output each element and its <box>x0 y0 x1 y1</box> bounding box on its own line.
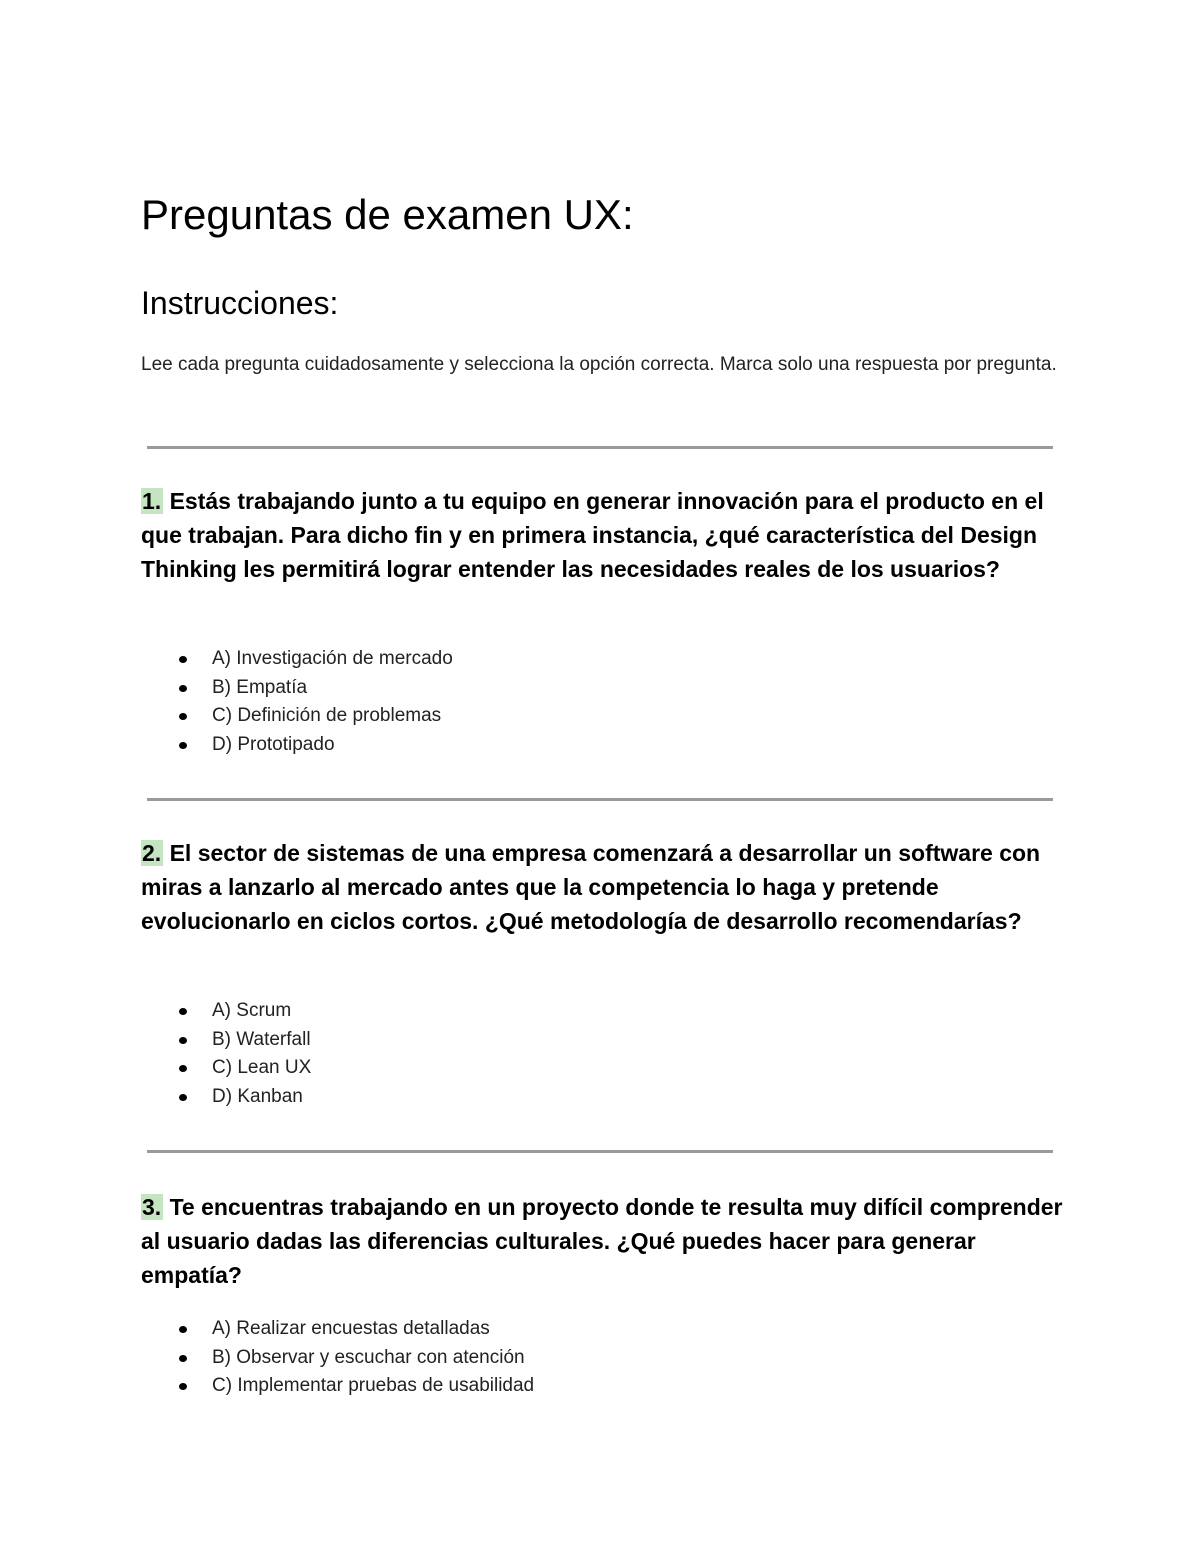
question-number-highlight: 3. <box>142 1194 162 1220</box>
answer-option[interactable] <box>141 1315 534 1344</box>
option-label: B) Observar y escuchar con atención <box>212 1346 525 1368</box>
option-label: B) Empatía <box>212 676 308 698</box>
answer-option[interactable] <box>141 1344 534 1373</box>
bullet-icon <box>179 1094 187 1101</box>
answer-option[interactable] <box>141 731 453 760</box>
bullet-icon <box>179 1383 187 1390</box>
question-text: Estás trabajando junto a tu equipo en generar innovación para el producto en el que trabajan. Para dicho fin y en primera instancia, ¿qué característica del Design Thinking les permitirá lograr entender las necesidades reales de los usuarios? <box>141 488 1044 582</box>
section-divider <box>147 1150 1053 1153</box>
option-label: B) Waterfall <box>212 1028 311 1050</box>
option-label: C) Lean UX <box>212 1057 312 1078</box>
instructions-text: Lee cada pregunta cuidadosamente y selecciona la opción correcta. Marca solo una respuesta por pregunta. <box>141 354 1057 375</box>
question-1 <box>141 484 1071 586</box>
answer-option[interactable] <box>141 702 453 731</box>
bullet-icon <box>179 1355 187 1362</box>
bullet-icon <box>179 742 187 749</box>
instructions-heading: Instrucciones: <box>141 285 339 321</box>
page-title: Preguntas de examen UX: <box>141 191 634 238</box>
question-text: Te encuentras trabajando en un proyecto donde te resulta muy difícil comprender al usuario dadas las diferencias culturales. ¿Qué puedes hacer para generar empatía? <box>141 1194 1063 1288</box>
question-2-options <box>141 997 311 1111</box>
section-divider <box>147 446 1053 449</box>
option-label: C) Definición de problemas <box>212 705 442 726</box>
section-divider <box>147 798 1053 801</box>
question-number-highlight: 1. <box>142 488 162 514</box>
bullet-icon <box>179 1065 187 1072</box>
answer-option[interactable] <box>141 1054 311 1083</box>
bullet-icon <box>179 1008 187 1015</box>
answer-option[interactable] <box>141 1372 534 1401</box>
question-text: El sector de sistemas de una empresa comenzará a desarrollar un software con miras a lanzarlo al mercado antes que la competencia lo haga y pretende evolucionarlo en ciclos cortos. ¿Qué metodología de desarrollo recomendarías? <box>141 840 1041 934</box>
option-label: D) Prototipado <box>212 733 335 755</box>
bullet-icon <box>179 713 187 720</box>
bullet-icon <box>179 685 187 692</box>
bullet-icon <box>179 1037 187 1044</box>
answer-option[interactable] <box>141 1026 311 1055</box>
question-number-highlight: 2. <box>142 840 162 866</box>
option-label: D) Kanban <box>212 1085 303 1107</box>
option-label: A) Realizar encuestas detalladas <box>212 1318 490 1339</box>
answer-option[interactable] <box>141 674 453 703</box>
bullet-icon <box>179 1326 187 1333</box>
question-1-options <box>141 645 453 759</box>
option-label: C) Implementar pruebas de usabilidad <box>212 1375 535 1396</box>
option-label: A) Investigación de mercado <box>212 648 453 669</box>
option-label: A) Scrum <box>212 1000 292 1021</box>
question-2 <box>141 836 1071 938</box>
question-3 <box>141 1190 1071 1292</box>
answer-option[interactable] <box>141 645 453 674</box>
bullet-icon <box>179 656 187 663</box>
answer-option[interactable] <box>141 997 311 1026</box>
question-3-options <box>141 1315 534 1401</box>
answer-option[interactable] <box>141 1083 311 1112</box>
